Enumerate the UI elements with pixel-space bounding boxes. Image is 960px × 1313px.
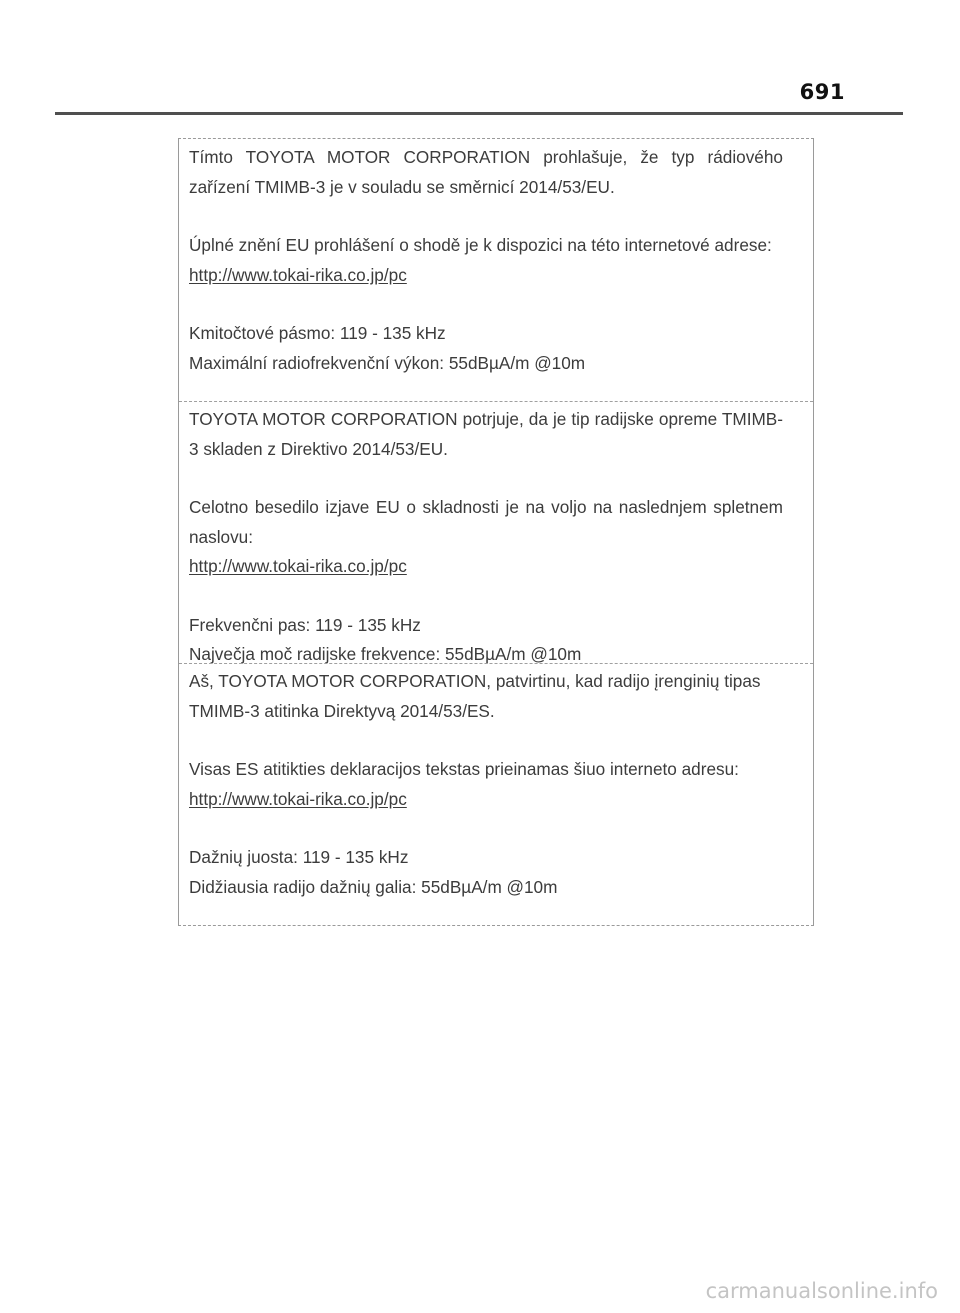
max-power: Didžiausia radijo dažnių galia: 55dBµA/m @10m: [189, 876, 558, 897]
declaration-section-czech: [179, 143, 813, 378]
declaration-statement: Aš, TOYOTA MOTOR CORPORATION, patvirtinu, kad radijo įrenginių tipas TMIMB-3 atitinka Direktyvą 2014/53/ES.: [189, 671, 761, 721]
frequency-band: Frekvenčni pas: 119 - 135 kHz: [189, 614, 421, 635]
max-power: Največja moč radijske frekvence: 55dBµA/m @10m: [189, 644, 582, 664]
declaration-statement: TOYOTA MOTOR CORPORATION potrjuje, da je tip radijske opreme TMIMB-3 skladen z Direktivo 2014/53/EU.: [189, 409, 783, 459]
header-rule: [55, 112, 903, 115]
max-power: Maximální radiofrekvenční výkon: 55dBµA/m @10m: [189, 352, 586, 373]
declaration-availability: Celotno besedilo izjave EU o skladnosti je na voljo na naslednjem spletnem naslovu:: [189, 497, 783, 547]
declaration-box: [178, 138, 814, 926]
section-divider: [179, 663, 813, 664]
section-divider: [179, 401, 813, 402]
declaration-section-lithuanian: [179, 667, 813, 902]
declaration-availability: Visas ES atitikties deklaracijos tekstas prieinamas šiuo interneto adresu:: [189, 759, 739, 779]
watermark-text: carmanualsonline.info: [705, 1279, 938, 1303]
declaration-url-link[interactable]: http://www.tokai-rika.co.jp/pc: [189, 264, 407, 285]
declaration-url-link[interactable]: http://www.tokai-rika.co.jp/pc: [189, 788, 407, 809]
declaration-section-slovenian: [179, 405, 813, 670]
frequency-band: Kmitočtové pásmo: 119 - 135 kHz: [189, 323, 446, 343]
frequency-band: Dažnių juosta: 119 - 135 kHz: [189, 847, 409, 867]
page-number: 691: [799, 80, 845, 104]
declaration-url-link[interactable]: http://www.tokai-rika.co.jp/pc: [189, 556, 407, 576]
declaration-availability: Úplné znění EU prohlášení o shodě je k dispozici na této internetové adrese:: [189, 235, 772, 255]
declaration-statement: Tímto TOYOTA MOTOR CORPORATION prohlašuje, že typ rádiového zařízení TMIMB-3 je v souladu se směrnicí 2014/53/EU.: [189, 147, 783, 197]
